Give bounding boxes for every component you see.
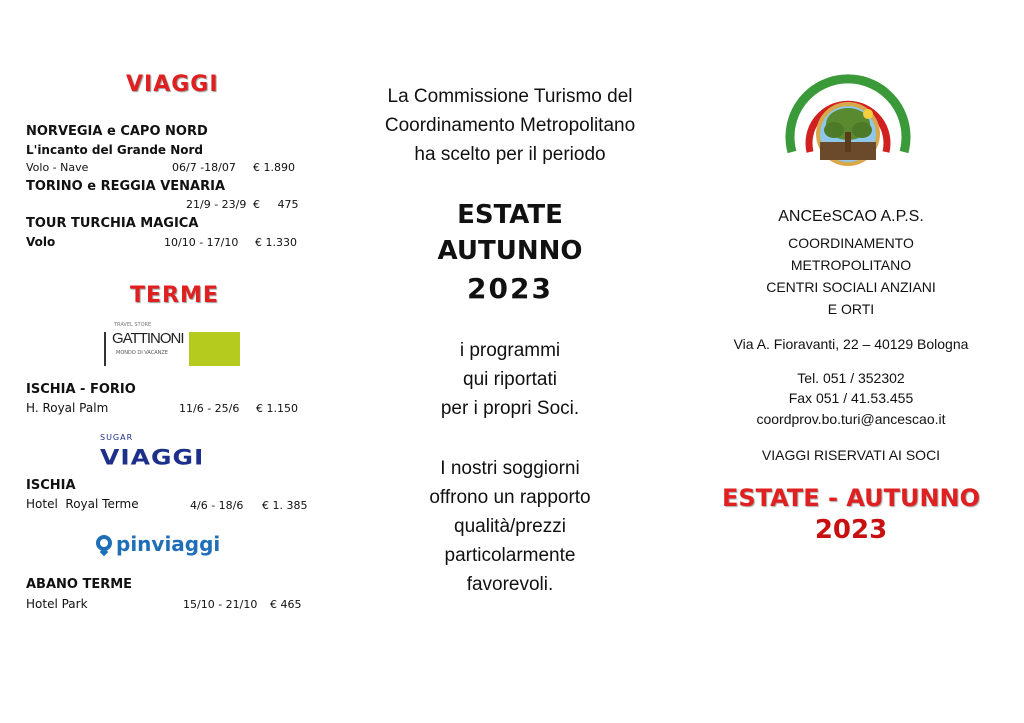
terme-title: ISCHIA - FORIO	[26, 382, 136, 397]
trip-title: TOUR TURCHIA MAGICA	[26, 216, 199, 231]
sugar-viaggi-logo: SUGAR VIAGGI	[100, 433, 205, 470]
trip-note: Volo	[26, 235, 56, 249]
season-title: ESTATE - AUTUNNO	[721, 484, 981, 512]
gattinoni-logo: TRAVEL STORE GATTINONI MONDO DI VACANZE	[104, 322, 240, 366]
trip-title: NORVEGIA e CAPO NORD	[26, 124, 208, 139]
trip-subtitle: L'incanto del Grande Nord	[26, 143, 204, 157]
trip-dates: 06/7 -18/07	[172, 161, 236, 174]
main-title: ESTATE AUTUNNO 2023	[437, 200, 583, 305]
terme-note: Hotel Royal Terme	[26, 497, 139, 511]
viaggi-heading: VIAGGI	[126, 72, 219, 97]
trip-price: € 475	[253, 198, 299, 211]
terme-note: Hotel Park	[26, 597, 88, 611]
terme-title: ISCHIA	[26, 478, 76, 493]
reserved-note: VIAGGI RISERVATI AI SOCI	[761, 447, 941, 463]
offer-text: I nostri soggiorni offrono un rapporto qualità/prezzi particolarmente favorevoli.	[429, 458, 591, 595]
trip-price: € 1.330	[255, 236, 297, 249]
trip-dates: 21/9 - 23/9	[186, 198, 247, 211]
terme-dates: 15/10 - 21/10	[183, 598, 258, 611]
trip-dates: 10/10 - 17/10	[164, 236, 239, 249]
email-link[interactable]: coordprov.bo.turi@ancescao.it	[756, 411, 946, 427]
address: Via A. Fioravanti, 22 – 40129 Bologna	[733, 336, 969, 352]
fax: Fax 051 / 41.53.455	[788, 390, 914, 406]
terme-dates: 4/6 - 18/6	[190, 499, 244, 512]
terme-price: € 465	[270, 598, 302, 611]
season-year: 2023	[814, 515, 888, 545]
terme-price: € 1. 385	[262, 499, 308, 512]
pinviaggi-logo: pinviaggi	[96, 533, 256, 559]
terme-note: H. Royal Palm	[26, 401, 109, 415]
programs-text: i programmi qui riportati per i propri Soci.	[440, 340, 580, 419]
trip-title: TORINO e REGGIA VENARIA	[26, 179, 226, 194]
terme-dates: 11/6 - 25/6	[179, 402, 240, 415]
trip-price: € 1.890	[253, 161, 295, 174]
trip-note: Volo - Nave	[26, 161, 89, 174]
terme-price: € 1.150	[256, 402, 298, 415]
ancescao-logo	[784, 68, 912, 180]
org-name: ANCEeSCAO A.P.S.	[778, 208, 924, 225]
telephone: Tel. 051 / 352302	[797, 370, 905, 386]
intro-text: La Commissione Turismo del Coordinamento Metropolitano ha scelto per il periodo	[384, 86, 636, 165]
terme-title: ABANO TERME	[26, 577, 133, 592]
terme-heading: TERME	[130, 283, 219, 308]
org-lines: COORDINAMENTO METROPOLITANO CENTRI SOCIALI ANZIANI E ORTI	[766, 235, 936, 317]
